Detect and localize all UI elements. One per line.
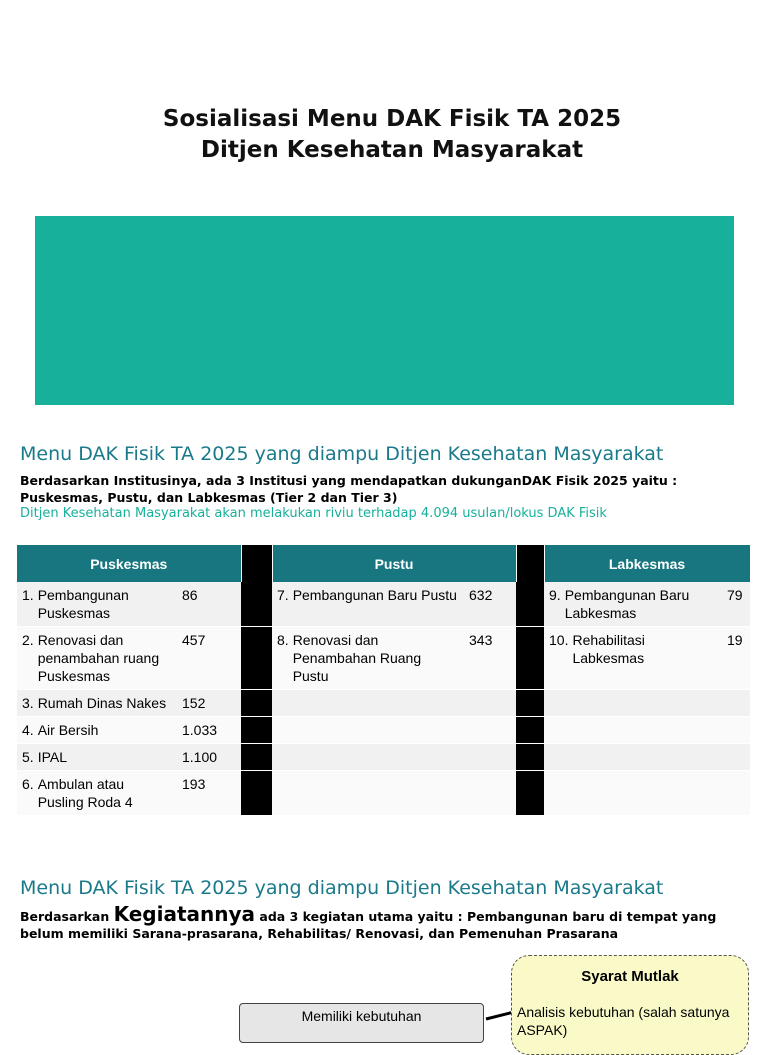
- menu-item-label: Air Bersih: [37, 722, 99, 738]
- column-separator: [516, 690, 544, 717]
- column-separator: [241, 744, 272, 771]
- menu-item-cell: [544, 690, 722, 717]
- menu-item-label: Pembangunan Baru Labkesmas: [564, 587, 690, 621]
- menu-item-cell: [544, 582, 722, 627]
- teal-banner: [35, 216, 734, 405]
- usulan-count: 19: [722, 627, 750, 690]
- menu-item-cell: [272, 744, 464, 771]
- syarat-mutlak-box: [511, 955, 749, 1055]
- menu-item-cell: [17, 771, 177, 816]
- menu-item-label: IPAL: [37, 749, 67, 765]
- menu-item-number: 6.: [22, 776, 34, 792]
- section-2-intro-line-1: [20, 902, 750, 926]
- usulan-count: 1.100: [177, 744, 241, 771]
- usulan-count: [722, 771, 750, 816]
- kebutuhan-box: Memiliki kebutuhan: [239, 1003, 484, 1043]
- menu-item-cell: [17, 690, 177, 717]
- menu-item-cell: [17, 744, 177, 771]
- menu-item-label: Pembangunan Puskesmas: [37, 587, 129, 621]
- menu-item-cell: [544, 771, 722, 816]
- menu-item-label: Renovasi dan penambahan ruang Puskesmas: [37, 632, 160, 684]
- usulan-count: [722, 690, 750, 717]
- table-row: [17, 744, 750, 771]
- menu-item-number: 5.: [22, 749, 34, 765]
- intro-prefix: Berdasarkan: [20, 909, 114, 924]
- header-labkesmas: Labkesmas: [544, 545, 750, 582]
- usulan-count: 632: [464, 582, 516, 627]
- column-separator: [516, 744, 544, 771]
- section-2-intro: [20, 902, 750, 942]
- section-2-intro-line-2: belum memiliki Sarana-prasarana, Rehabilitas/ Renovasi, dan Pemenuhan Prasarana: [20, 926, 619, 941]
- table-row: [17, 717, 750, 744]
- usulan-count: [464, 771, 516, 816]
- usulan-count: [722, 744, 750, 771]
- riviu-note: Ditjen Kesehatan Masyarakat akan melakukan riviu terhadap 4.094 usulan/lokus DAK Fisik: [20, 506, 607, 521]
- menu-item-cell: [17, 627, 177, 690]
- usulan-count: 79: [722, 582, 750, 627]
- menu-item-cell: [17, 717, 177, 744]
- header-separator: [241, 545, 272, 582]
- syarat-text: Analisis kebutuhan (salah satunya ASPAK): [517, 1004, 730, 1038]
- column-separator: [241, 690, 272, 717]
- menu-item-number: 3.: [22, 695, 34, 711]
- column-separator: [516, 717, 544, 744]
- section-1-heading: Menu DAK Fisik TA 2025 yang diampu Ditjen Kesehatan Masyarakat: [20, 443, 664, 465]
- menu-item-label: Pembangunan Baru Pustu: [292, 587, 457, 603]
- menu-item-number: 7.: [277, 587, 289, 603]
- column-separator: [241, 717, 272, 744]
- menu-item-number: 4.: [22, 722, 34, 738]
- menu-item-cell: [272, 717, 464, 744]
- usulan-count: [722, 717, 750, 744]
- intro-rest: ada 3 kegiatan utama yaitu : Pembangunan baru di tempat yang: [255, 909, 717, 924]
- table-header-row: [17, 545, 750, 582]
- table-row: [17, 582, 750, 627]
- menu-item-cell: [272, 690, 464, 717]
- menu-item-cell: [272, 627, 464, 690]
- usulan-count: [464, 744, 516, 771]
- table-row: [17, 690, 750, 717]
- usulan-count: 86: [177, 582, 241, 627]
- usulan-count: 1.033: [177, 717, 241, 744]
- title-line-2: Ditjen Kesehatan Masyarakat: [200, 137, 584, 163]
- column-separator: [241, 771, 272, 816]
- header-separator: [516, 545, 544, 582]
- usulan-count: [464, 690, 516, 717]
- menu-item-cell: [544, 744, 722, 771]
- menu-item-label: Ambulan atau Pusling Roda 4: [37, 776, 133, 810]
- usulan-count: [464, 717, 516, 744]
- column-separator: [241, 582, 272, 627]
- menu-item-number: 10.: [549, 632, 569, 648]
- header-puskesmas: Puskesmas: [17, 545, 241, 582]
- table-row: [17, 771, 750, 816]
- menu-item-label: Rehabilitasi Labkesmas: [572, 632, 645, 666]
- column-separator: [516, 771, 544, 816]
- usulan-count: 457: [177, 627, 241, 690]
- menu-item-cell: [272, 771, 464, 816]
- section-1-intro: [20, 472, 750, 506]
- syarat-title: Syarat Mutlak: [581, 968, 679, 985]
- menu-table: [17, 545, 751, 816]
- intro-emphasis: Kegiatannya: [113, 902, 256, 926]
- header-pustu: Pustu: [272, 545, 516, 582]
- table-row: [17, 627, 750, 690]
- column-separator: [516, 627, 544, 690]
- menu-item-label: Renovasi dan Penambahan Ruang Pustu: [292, 632, 422, 684]
- menu-item-number: 2.: [22, 632, 34, 648]
- menu-item-number: 8.: [277, 632, 289, 648]
- column-separator: [516, 582, 544, 627]
- menu-item-cell: [544, 627, 722, 690]
- usulan-count: 193: [177, 771, 241, 816]
- title-line-1: Sosialisasi Menu DAK Fisik TA 2025: [162, 106, 622, 132]
- section-1-intro-line-1: Berdasarkan Institusinya, ada 3 Institusi yang mendapatkan dukunganDAK Fisik 2025 yaitu :: [20, 473, 678, 488]
- menu-item-number: 1.: [22, 587, 34, 603]
- menu-item-number: 9.: [549, 587, 561, 603]
- document-title: [0, 104, 784, 166]
- menu-item-cell: [544, 717, 722, 744]
- menu-item-cell: [17, 582, 177, 627]
- usulan-count: 343: [464, 627, 516, 690]
- menu-item-label: Rumah Dinas Nakes: [37, 695, 167, 711]
- menu-item-cell: [272, 582, 464, 627]
- section-1-intro-line-2: Puskesmas, Pustu, dan Labkesmas (Tier 2 dan Tier 3): [20, 490, 398, 505]
- usulan-count: 152: [177, 690, 241, 717]
- section-2-heading: Menu DAK Fisik TA 2025 yang diampu Ditjen Kesehatan Masyarakat: [20, 877, 664, 899]
- column-separator: [241, 627, 272, 690]
